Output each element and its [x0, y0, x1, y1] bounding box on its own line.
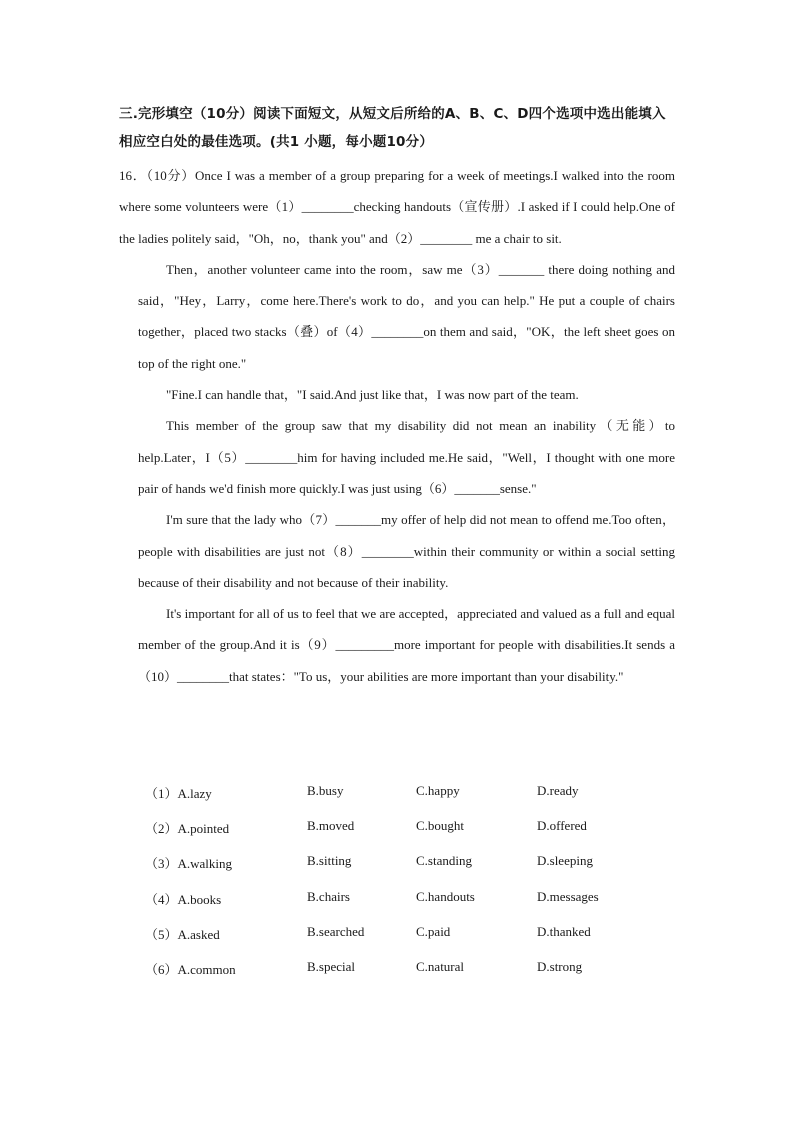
option-c: C.handouts — [416, 888, 475, 904]
question-paragraph-6: It's important for all of us to feel that we are accepted，appreciated and valued as a full and equal member of the group.And it is（9）_________more important for people with disabilities.It sends a（10）________that states："To us，your abilities are more important than your disability." — [138, 606, 675, 684]
option-a: （5）A.asked — [145, 926, 220, 942]
option-d: D.thanked — [537, 923, 591, 939]
option-b: B.sitting — [307, 853, 352, 869]
option-d: D.messages — [537, 888, 599, 904]
option-row — [145, 853, 665, 888]
question-paragraph-3: "Fine.I can handle that，"I said.And just like that，I was now part of the team. — [166, 387, 579, 403]
option-b: B.searched — [307, 923, 365, 939]
question-paragraph-1 — [119, 160, 675, 254]
cloze-passage — [119, 160, 675, 692]
option-a: （4）A.books — [145, 891, 222, 907]
question-paragraph-4: This member of the group saw that my disability did not mean an inability（无能）to help.Later，I（5）________him for having included me.He said，"Well，I thought with one more pair of hands we'd finish more quickly.I was just using（6）_______sense." — [138, 418, 675, 496]
section-heading-line-1: 三.完形填空（10分）阅读下面短文，从短文后所给的A、B、C、D四个选项中选出能填入 — [119, 106, 666, 122]
option-a: （2）A.pointed — [145, 821, 230, 837]
option-c: C.paid — [416, 923, 451, 939]
question-paragraph-5: I'm sure that the lady who（7）_______my offer of help did not mean to offend me.Too often，people with disabilities are just not（8）________within their community or within a social setting because of their disability and not because of their inability. — [138, 512, 675, 590]
option-row — [145, 783, 665, 818]
answer-options — [145, 783, 665, 994]
option-b: B.special — [307, 958, 356, 974]
question-points: （10分） — [146, 168, 196, 183]
section-heading-line-2: 相应空白处的最佳选项。(共1 小题，每小题10分） — [119, 134, 434, 150]
option-d: D.strong — [537, 958, 583, 974]
question-paragraph-2: Then，another volunteer came into the room，saw me（3）_______ there doing nothing and said，"Hey，Larry，come here.There's work to do，and you can help." He put a couple of chairs together，placed two stacks（叠）of（4）________on them and said，"OK，the left sheet goes on top of the right one." — [138, 261, 675, 371]
paragraph-text: Once I was a member of a group preparing for a week of meetings.I walked into the room where some volunteers were（1）________checking handouts（宣传册）.I asked if I could help.One of the ladies politely said，"Oh，no，thank you" and（2）________ me a chair to sit. — [119, 168, 675, 246]
option-row — [145, 924, 665, 959]
option-b: B.moved — [307, 818, 355, 834]
option-row — [145, 889, 665, 924]
option-a: （6）A.common — [145, 961, 236, 977]
question-number: 16． — [119, 168, 147, 183]
option-d: D.ready — [537, 783, 579, 798]
option-b: B.busy — [307, 783, 344, 798]
option-c: C.bought — [416, 818, 465, 834]
option-c: C.standing — [416, 853, 472, 869]
option-b: B.chairs — [307, 888, 350, 904]
option-row — [145, 818, 665, 853]
option-a: （1）A.lazy — [145, 786, 212, 801]
option-c: C.happy — [416, 783, 460, 798]
section-heading — [119, 100, 679, 156]
option-row — [145, 959, 665, 994]
option-a: （3）A.walking — [145, 856, 233, 872]
option-d: D.sleeping — [537, 853, 593, 869]
option-d: D.offered — [537, 818, 587, 834]
option-c: C.natural — [416, 958, 465, 974]
